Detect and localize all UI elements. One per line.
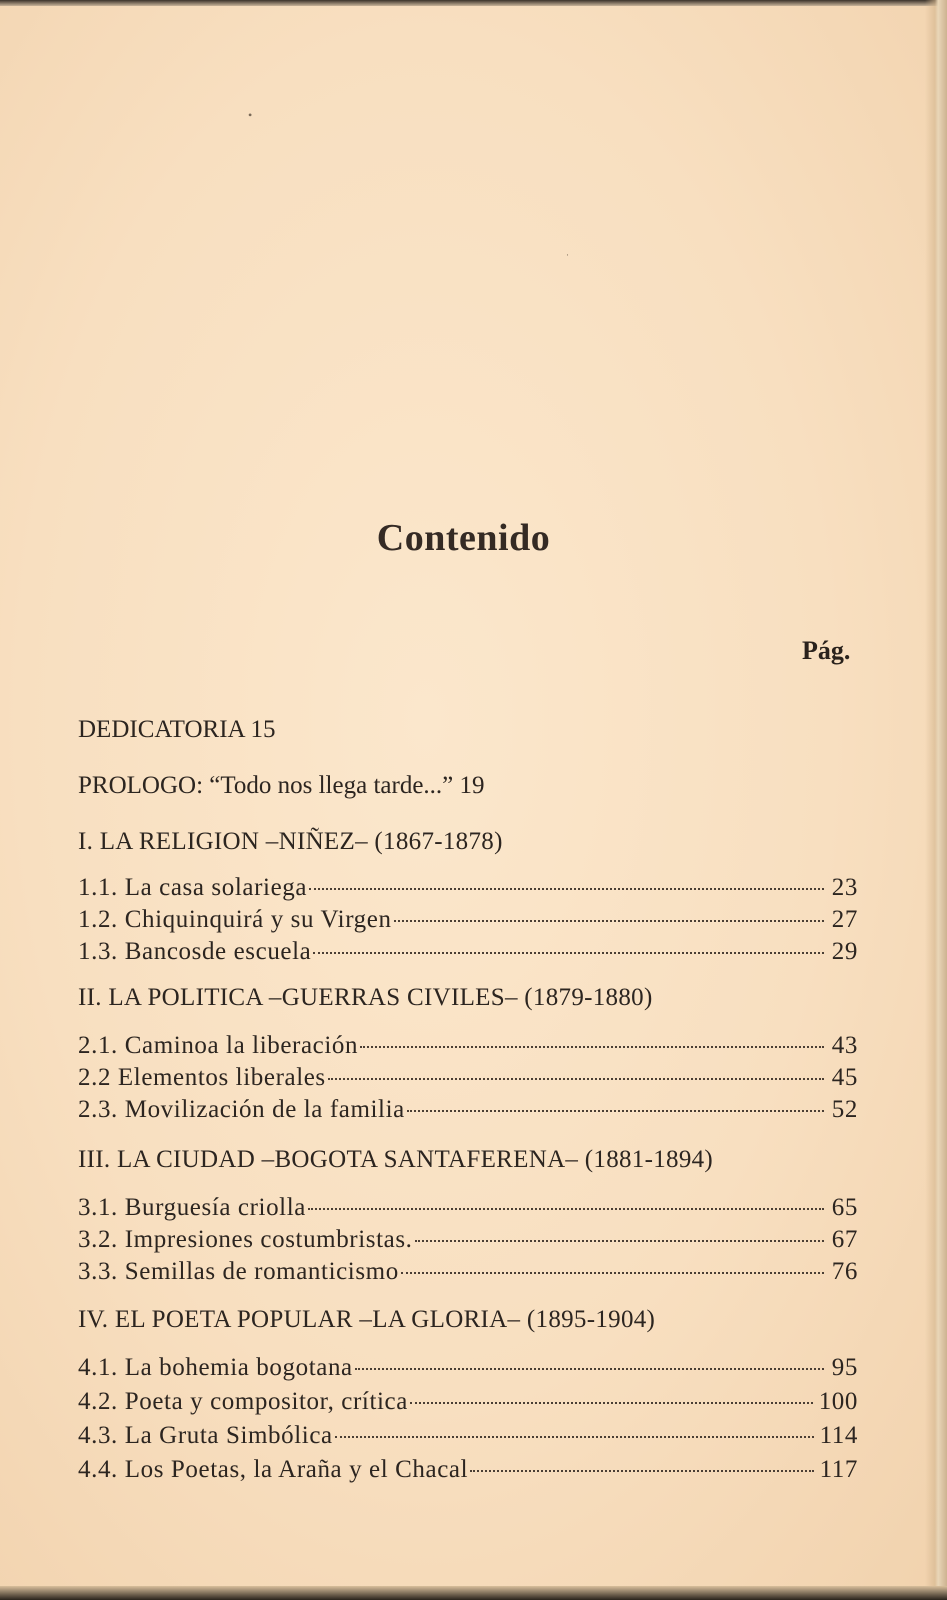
toc-entry-page: 114: [819, 1422, 858, 1449]
toc-entry-label: 3.1. Burguesía criolla: [78, 1194, 306, 1221]
page-title: Contenido: [376, 517, 551, 559]
chapter-heading: IV. EL POETA POPULAR –LA GLORIA– (1895-1904): [78, 1306, 656, 1333]
toc-entry-page: 100: [818, 1388, 858, 1415]
dot-leader: [410, 1402, 813, 1404]
toc-entry-page: 65: [831, 1194, 858, 1221]
toc-entry-page: 45: [831, 1064, 858, 1091]
toc-entry-page: 76: [831, 1258, 858, 1285]
dot-leader: [313, 952, 824, 954]
toc-entry-label: 1.2. Chiquinquirá y su Virgen: [78, 906, 392, 933]
toc-entry-page: 29: [831, 938, 858, 965]
toc-entry: [78, 1064, 858, 1092]
chapter-heading: I. LA RELIGION –NIÑEZ– (1867-1878): [78, 828, 503, 855]
toc-entry: [78, 874, 858, 902]
toc-entry-page: 43: [831, 1032, 858, 1059]
toc-entry: [78, 1258, 858, 1286]
toc-entry: [78, 1456, 858, 1484]
toc-entry: [78, 938, 858, 966]
toc-entry-label: 1.1. La casa solariega: [78, 874, 308, 901]
toc-entry: [78, 906, 858, 934]
toc-entry-label: 2.1. Caminoa la liberación: [78, 1032, 359, 1059]
dot-leader: [407, 1110, 824, 1112]
toc-entry-page: 95: [831, 1354, 858, 1381]
toc-entry: [78, 1032, 858, 1060]
dot-leader: [360, 1046, 824, 1048]
toc-entry-label: 2.3. Movilización de la familia: [78, 1096, 405, 1123]
paper-speck: •: [248, 108, 253, 122]
toc-entry-page: 23: [831, 874, 858, 901]
toc-prologue: PROLOGO: “Todo nos llega tarde...” 19: [78, 772, 485, 799]
toc-entry-label: 4.3. La Gruta Simbólica: [78, 1422, 333, 1449]
dot-leader: [394, 920, 824, 922]
toc-entry-page: 67: [831, 1226, 858, 1253]
chapter-heading: III. LA CIUDAD –BOGOTA SANTAFERENA– (1881-1894): [78, 1146, 714, 1173]
toc-entry-label: 3.2. Impresiones costumbristas.: [78, 1226, 413, 1253]
chapter-heading: II. LA POLITICA –GUERRAS CIVILES– (1879-1880): [78, 984, 653, 1011]
toc-entry-label: 4.1. La bohemia bogotana: [78, 1354, 353, 1381]
paper-speck: ·: [566, 250, 569, 260]
toc-entry-label: 4.2. Poeta y compositor, crítica: [78, 1388, 408, 1415]
toc-entry-label: 1.3. Bancosde escuela: [78, 938, 312, 965]
toc-entry: [78, 1226, 858, 1254]
dot-leader: [355, 1368, 824, 1370]
toc-entry-label: 3.3. Semillas de romanticismo: [78, 1258, 399, 1285]
toc-entry-label: 2.2 Elementos liberales: [78, 1064, 326, 1091]
toc-entry: [78, 1354, 858, 1382]
toc-entry-page: 52: [831, 1096, 858, 1123]
page-top-edge: [0, 0, 947, 6]
toc-entry: [78, 1422, 858, 1450]
toc-dedication: DEDICATORIA 15: [78, 716, 276, 743]
dot-leader: [415, 1240, 824, 1242]
dot-leader: [309, 888, 824, 890]
toc-entry: [78, 1194, 858, 1222]
dot-leader: [328, 1078, 824, 1080]
toc-entry-page: 117: [819, 1456, 858, 1483]
page-right-edge: [925, 0, 947, 1600]
toc-entry-label: 4.4. Los Poetas, la Araña y el Chacal: [78, 1456, 469, 1483]
dot-leader: [308, 1208, 824, 1210]
toc-entry: [78, 1388, 858, 1416]
dot-leader: [335, 1436, 814, 1438]
dot-leader: [470, 1470, 813, 1472]
dot-leader: [401, 1272, 824, 1274]
page-column-label: Pág.: [802, 636, 851, 665]
page-bottom-edge: [0, 1586, 947, 1600]
toc-entry-page: 27: [831, 906, 858, 933]
toc-entry: [78, 1096, 858, 1124]
